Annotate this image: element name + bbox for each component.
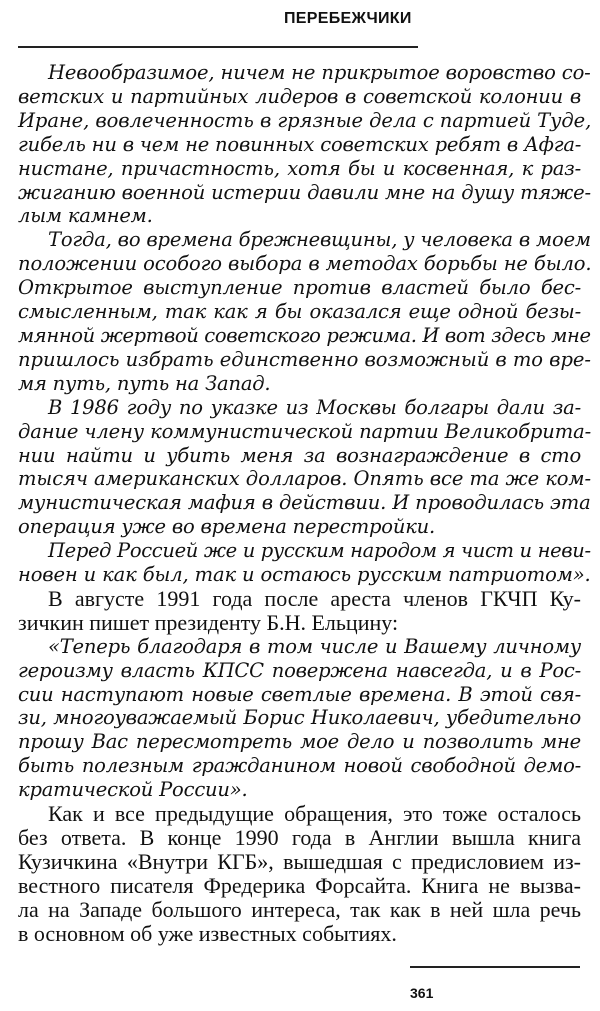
text-line: нистане, причастность, хотя бы и косвенная, к раз- [18,156,581,180]
footer-rule [410,966,580,968]
text-line: Невообразимое, ничем не прикрытое воровство со- [48,61,591,84]
text-line: зичкин пишет президенту Б.Н. Ельцину: [18,609,399,635]
text-line: В 1986 году по указке из Москвы болгары дали за- [48,395,581,419]
text-line: дание члену коммунистической партии Великобрита- [18,419,592,443]
text-line: Как и все предыдущие обращения, это тоже осталось [48,801,581,827]
text-line: героизму власть КПСС повержена навсегда, и в Рос- [18,658,581,682]
header-rule [18,46,418,48]
running-header: ПЕРЕБЕЖЧИКИ [284,10,412,27]
text-line: в основном об уже известных событиях. [18,920,397,946]
text-line: мунистическая мафия в действии. И проводилась эта [18,491,591,515]
text-line: сии наступают новые светлые времена. В этой свя- [18,682,581,706]
text-line: без ответа. В конце 1990 года в Англии вышла книга [18,825,581,850]
text-line: быть полезным гражданином новой свободной демо- [18,754,581,778]
text-line: пришлось избрать единственно возможный в то вре- [18,347,591,371]
text-line: гибель ни в чем не повинных советских ребят в Афга- [18,132,582,156]
page-number: 361 [410,985,434,1001]
text-line: ла на Западе большого интереса, так как в ней шла речь [18,896,581,922]
body-text [18,61,592,946]
text-line: лым камнем. [18,204,153,228]
text-line: положении особого выбора в методах борьбы не было. [18,252,592,276]
text-line: В августе 1991 года после ареста членов ГКЧП Ку- [48,585,581,611]
text-line: мянной жертвой советского режима. И вот здесь мне [18,323,591,347]
text-line: зи, многоуважаемый Борис Николаевич, убедительно [18,706,581,730]
text-line: прошу Вас пересмотреть мое дело и позволить мне [18,730,581,754]
text-line: операция уже во времена перестройки. [18,515,435,539]
text-line: Перед Россией же и русским народом я чист и неви- [48,539,591,563]
text-line: Тогда, во времена брежневщины, у человека в моем [48,228,591,252]
text-line: жиганию военной истерии давили мне на душу тяже- [18,180,591,204]
text-line: «Теперь благодаря в том числе и Вашему личному [48,634,581,658]
text-line: Открытое выступление против властей было бес- [18,276,581,300]
text-line: новен и как был, так и остаюсь русским патриотом». [18,563,591,587]
text-line: Иране, вовлеченность в грязные дела с партией Туде, [18,108,592,132]
text-line: мя путь, путь на Запад. [18,371,271,395]
text-line: вестного писателя Фредерика Форсайта. Книга не вызва- [18,872,581,898]
text-line: ветских и партийных лидеров в советской колонии в [18,84,581,108]
text-line: Кузичкина «Внутри КГБ», вышедшая с предисловием из- [18,848,581,874]
text-line: смысленным, так как я бы оказался еще одной безы- [18,300,581,324]
text-line: кратической России». [18,778,248,802]
text-line: тысяч американских долларов. Опять все та же ком- [18,467,592,491]
text-line: нии найти и убить меня за вознаграждение в сто [18,443,581,467]
